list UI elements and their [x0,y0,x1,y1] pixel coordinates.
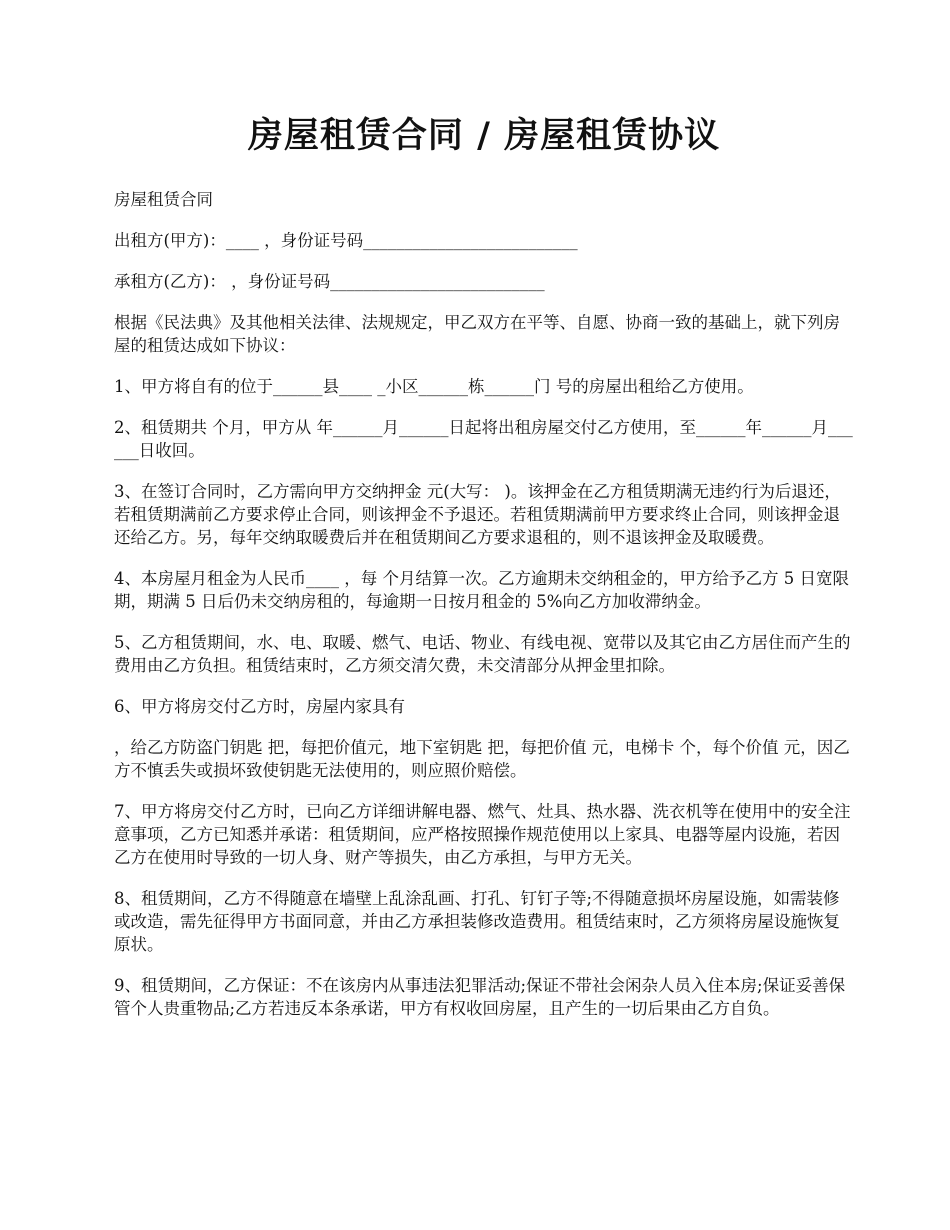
subtitle-paragraph: 房屋租赁合同 [114,190,213,209]
clause-7: 7、甲方将房交付乙方时，已向乙方详细讲解电器、燃气、灶具、热水器、洗衣机等在使用中的安全注意事项，乙方已知悉并承诺：租赁期间，应严格按照操作规范使用以上家具、电器等屋内设施，若因乙方在使用时导致的一切人身、财产等损失，由乙方承担，与甲方无关。 [114,802,851,867]
clause-3: 3、在签订合同时，乙方需向甲方交纳押金 元(大写： )。该押金在乙方租赁期满无违约行为后退还，若租赁期满前乙方要求停止合同，则该押金不予退还。若租赁期满前甲方要求终止合同，则该押金退还给乙方。另，每年交纳取暖费后并在租赁期间乙方要求退租的，则不退该押金及取暖费。 [114,482,841,547]
clause-9: 9、租赁期间，乙方保证：不在该房内从事违法犯罪活动;保证不带社会闲杂人员入住本房;保证妥善保管个人贵重物品;乙方若违反本条承诺，甲方有权收回房屋，且产生的一切后果由乙方自负。 [114,976,846,1018]
clause-2: 2、租赁期共 个月，甲方从 年______月______日起将出租房屋交付乙方使用，至______年______月______日收回。 [114,418,853,460]
page-title: 房屋租赁合同 / 房屋租赁协议 [247,115,721,156]
clause-1: 1、甲方将自有的位于______县____ _小区______栋______门 号的房屋出租给乙方使用。 [114,377,754,396]
lessor-paragraph: 出租方(甲方)：____ ，身份证号码__________________________ [114,231,578,250]
clause-4: 4、本房屋月租金为人民币____ ，每 个月结算一次。乙方逾期未交纳租金的，甲方给予乙方 5 日宽限期，期满 5 日后仍未交纳房租的，每逾期一日按月租金的 5%向乙方加收滞纳金。 [114,569,849,611]
clause-8: 8、租赁期间，乙方不得随意在墙壁上乱涂乱画、打孔、钉钉子等;不得随意损坏房屋设施，如需装修或改造，需先征得甲方书面同意，并由乙方承担装修改造费用。租赁结束时，乙方须将房屋设施恢复原状。 [114,889,840,954]
document-page [114,110,854,1038]
clause-6-continued: ，给乙方防盗门钥匙 把，每把价值元，地下室钥匙 把，每把价值 元，电梯卡 个，每个价值 元，因乙方不慎丢失或损坏致使钥匙无法使用的，则应照价赔偿。 [114,738,850,780]
clause-5: 5、乙方租赁期间，水、电、取暖、燃气、电话、物业、有线电视、宽带以及其它由乙方居住而产生的费用由乙方负担。租赁结束时，乙方须交清欠费，未交清部分从押金里扣除。 [114,633,851,675]
clause-6: 6、甲方将房交付乙方时，房屋内家具有 [114,697,405,716]
preamble-paragraph: 根据《民法典》及其他相关法律、法规规定，甲乙双方在平等、自愿、协商一致的基础上，就下列房屋的租赁达成如下协议： [114,313,840,355]
lessee-paragraph: 承租方(乙方)： ，身份证号码__________________________ [114,272,545,291]
